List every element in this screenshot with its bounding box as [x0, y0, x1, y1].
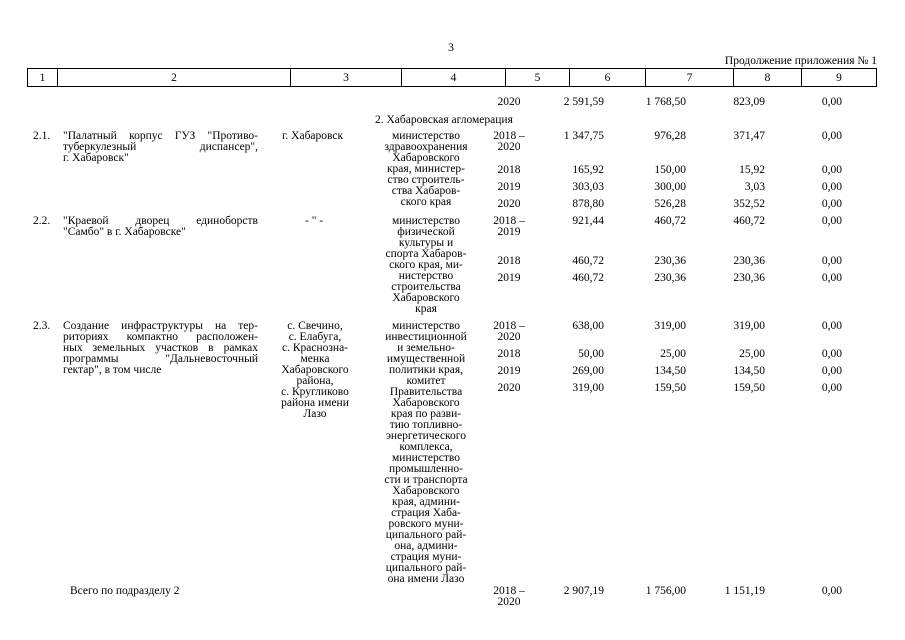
executor-line: тию топливно-	[389, 419, 463, 431]
executor-line: Хабаровского	[392, 292, 460, 304]
year-cell: 2018 –	[493, 320, 525, 332]
executor-line: ского края	[400, 196, 452, 208]
executor-line: министерство	[392, 320, 460, 332]
column-header: 6	[570, 69, 646, 87]
total-cell: 50,00	[578, 348, 604, 360]
year-cell: 2020	[497, 596, 521, 608]
regional-cell: 230,36	[733, 272, 765, 284]
regional-cell: 25,00	[739, 348, 765, 360]
executor-line: Правительства	[389, 386, 463, 398]
executor-line: сти и транспорта	[384, 474, 468, 486]
other-cell: 0,00	[821, 130, 842, 142]
regional-cell: 15,92	[739, 164, 765, 176]
executor-line: края	[415, 303, 437, 315]
executor-line: строительства	[391, 281, 461, 293]
object-name-line: "Краевой дворец единоборств	[63, 215, 258, 227]
year-cell: 2020	[497, 198, 521, 210]
federal-cell: 976,28	[654, 130, 686, 142]
location-line: Хабаровского	[281, 364, 349, 376]
executor-line: министерство	[392, 452, 460, 464]
executor-line: комитет	[406, 375, 446, 387]
year-cell: 2019	[497, 226, 521, 238]
federal-cell: 159,50	[654, 382, 686, 394]
year-cell: 2018 –	[493, 130, 525, 142]
executor-line: физической	[397, 226, 455, 238]
regional-cell: 352,52	[733, 198, 765, 210]
executor-line: культуры и	[398, 237, 454, 249]
location-line: с. Кругликово	[281, 386, 349, 398]
federal-cell: 300,00	[654, 181, 686, 193]
location-line: с. Елабуга,	[288, 331, 342, 343]
object-name-line: ных земельных участков в рамках	[63, 342, 258, 354]
federal-cell: 1 756,00	[645, 585, 686, 597]
regional-cell: 134,50	[733, 365, 765, 377]
federal-cell: 460,72	[654, 215, 686, 227]
executor-line: спорта Хабаров-	[385, 248, 467, 260]
other-cell: 0,00	[821, 255, 842, 267]
column-header: 9	[802, 69, 877, 87]
location-cell: г. Хабаровск	[282, 130, 344, 142]
column-header-row	[28, 69, 877, 87]
other-cell: 0,00	[821, 382, 842, 394]
location-cell: - " -	[305, 215, 324, 227]
other-cell: 0,00	[821, 365, 842, 377]
executor-line: политики края,	[388, 364, 464, 376]
regional-cell: 371,47	[733, 130, 765, 142]
federal-cell: 230,36	[654, 255, 686, 267]
object-name-fragment: туберкулезный	[63, 141, 137, 153]
year-cell: 2018 –	[493, 585, 525, 597]
year-cell: 2018	[497, 164, 521, 176]
total-cell: 165,92	[572, 164, 604, 176]
regional-cell: 1 151,19	[724, 585, 765, 597]
executor-line: она, админи-	[394, 540, 458, 552]
total-label: Всего по подразделу 2	[70, 585, 180, 597]
total-cell: 269,00	[572, 365, 604, 377]
total-cell: 460,72	[572, 272, 604, 284]
column-header-table	[27, 68, 877, 87]
executor-line: ство строитель-	[387, 174, 465, 186]
executor-line: министерство	[392, 130, 460, 142]
federal-cell: 1 768,50	[645, 96, 686, 108]
executor-line: Хабаровского	[392, 485, 460, 497]
executor-line: ровского муни-	[388, 518, 464, 530]
executor-line: комплекса,	[399, 441, 453, 453]
location-line: с. Краснозна-	[281, 342, 349, 354]
executor-line: Хабаровского	[392, 397, 460, 409]
total-cell: 921,44	[572, 215, 604, 227]
executor-line: она имени Лазо	[387, 573, 465, 585]
total-cell: 303,03	[572, 181, 604, 193]
executor-line: нистерство	[398, 270, 454, 282]
column-header: 4	[402, 69, 506, 87]
executor-line: края, министер-	[386, 163, 466, 175]
continuation-label: Продолжение приложения № 1	[724, 55, 877, 67]
row-number: 2.1.	[33, 130, 51, 142]
object-name-line: "Палатный корпус ГУЗ "Противо-	[63, 130, 258, 142]
year-cell: 2020	[497, 96, 521, 108]
executor-line: страция муни-	[390, 551, 462, 563]
other-cell: 0,00	[821, 585, 842, 597]
object-name-line: г. Хабаровск"	[63, 152, 129, 164]
location-line: Лазо	[303, 408, 327, 420]
other-cell: 0,00	[821, 164, 842, 176]
other-cell: 0,00	[821, 198, 842, 210]
location-line: района,	[296, 375, 334, 387]
federal-cell: 319,00	[654, 320, 686, 332]
total-cell: 878,80	[572, 198, 604, 210]
regional-cell: 3,03	[744, 181, 765, 193]
federal-cell: 150,00	[654, 164, 686, 176]
executor-line: и земельно-	[397, 342, 455, 354]
year-cell: 2018	[497, 348, 521, 360]
object-name-line: гектар", в том числе	[63, 364, 162, 376]
executor-line: министерство	[392, 215, 460, 227]
location-line: с. Свечино,	[287, 320, 343, 332]
total-cell: 2 907,19	[563, 585, 604, 597]
column-header: 2	[58, 69, 291, 87]
regional-cell: 159,50	[733, 382, 765, 394]
year-cell: 2020	[497, 141, 521, 153]
object-name-line: Создание инфраструктуры на тер-	[63, 320, 258, 332]
column-header: 1	[28, 69, 58, 87]
section-title: 2. Хабаровская агломерация	[375, 114, 513, 126]
year-cell: 2019	[497, 272, 521, 284]
executor-line: края по разви-	[390, 408, 462, 420]
column-header: 8	[734, 69, 802, 87]
year-cell: 2020	[497, 382, 521, 394]
regional-cell: 319,00	[733, 320, 765, 332]
object-name-fragment: диспансер",	[199, 141, 258, 153]
total-cell: 1 347,75	[563, 130, 604, 142]
object-name-line: программы "Дальневосточный	[63, 353, 258, 365]
total-cell: 460,72	[572, 255, 604, 267]
executor-line: энергетического	[385, 430, 466, 442]
other-cell: 0,00	[821, 272, 842, 284]
executor-line: ципального рай-	[385, 529, 467, 541]
total-cell: 2 591,59	[563, 96, 604, 108]
year-cell: 2018	[497, 255, 521, 267]
column-header: 7	[646, 69, 734, 87]
executor-line: ципального рай-	[385, 562, 467, 574]
row-number: 2.3.	[33, 320, 51, 332]
location-line: района имени	[281, 397, 349, 409]
object-name-line: риториях компактно расположен-	[63, 331, 258, 343]
regional-cell: 460,72	[733, 215, 765, 227]
executor-line: имущественной	[386, 353, 466, 365]
regional-cell: 230,36	[733, 255, 765, 267]
year-cell: 2018 –	[493, 215, 525, 227]
year-cell: 2019	[497, 181, 521, 193]
year-cell: 2020	[497, 331, 521, 343]
object-name-line: "Самбо" в г. Хабаровске"	[63, 226, 186, 238]
total-cell: 638,00	[572, 320, 604, 332]
column-header: 3	[291, 69, 402, 87]
page-number: 3	[448, 40, 454, 54]
row-number: 2.2.	[33, 215, 51, 227]
federal-cell: 230,36	[654, 272, 686, 284]
executor-line: инвестиционной	[385, 331, 467, 343]
executor-line: здравоохранения	[384, 141, 468, 153]
federal-cell: 25,00	[660, 348, 686, 360]
executor-line: промышленно-	[388, 463, 464, 475]
executor-line: Хабаровского	[392, 152, 460, 164]
location-line: менка	[300, 353, 330, 365]
other-cell: 0,00	[821, 348, 842, 360]
executor-line: страция Хаба-	[391, 507, 461, 519]
other-cell: 0,00	[821, 181, 842, 193]
total-cell: 319,00	[572, 382, 604, 394]
column-header: 5	[506, 69, 570, 87]
federal-cell: 134,50	[654, 365, 686, 377]
other-cell: 0,00	[821, 96, 842, 108]
regional-cell: 823,09	[733, 96, 765, 108]
federal-cell: 526,28	[654, 198, 686, 210]
other-cell: 0,00	[821, 320, 842, 332]
executor-line: края, админи-	[391, 496, 460, 508]
executor-line: ства Хабаров-	[391, 185, 461, 197]
year-cell: 2019	[497, 365, 521, 377]
executor-line: ского края, ми-	[389, 259, 463, 271]
other-cell: 0,00	[821, 215, 842, 227]
